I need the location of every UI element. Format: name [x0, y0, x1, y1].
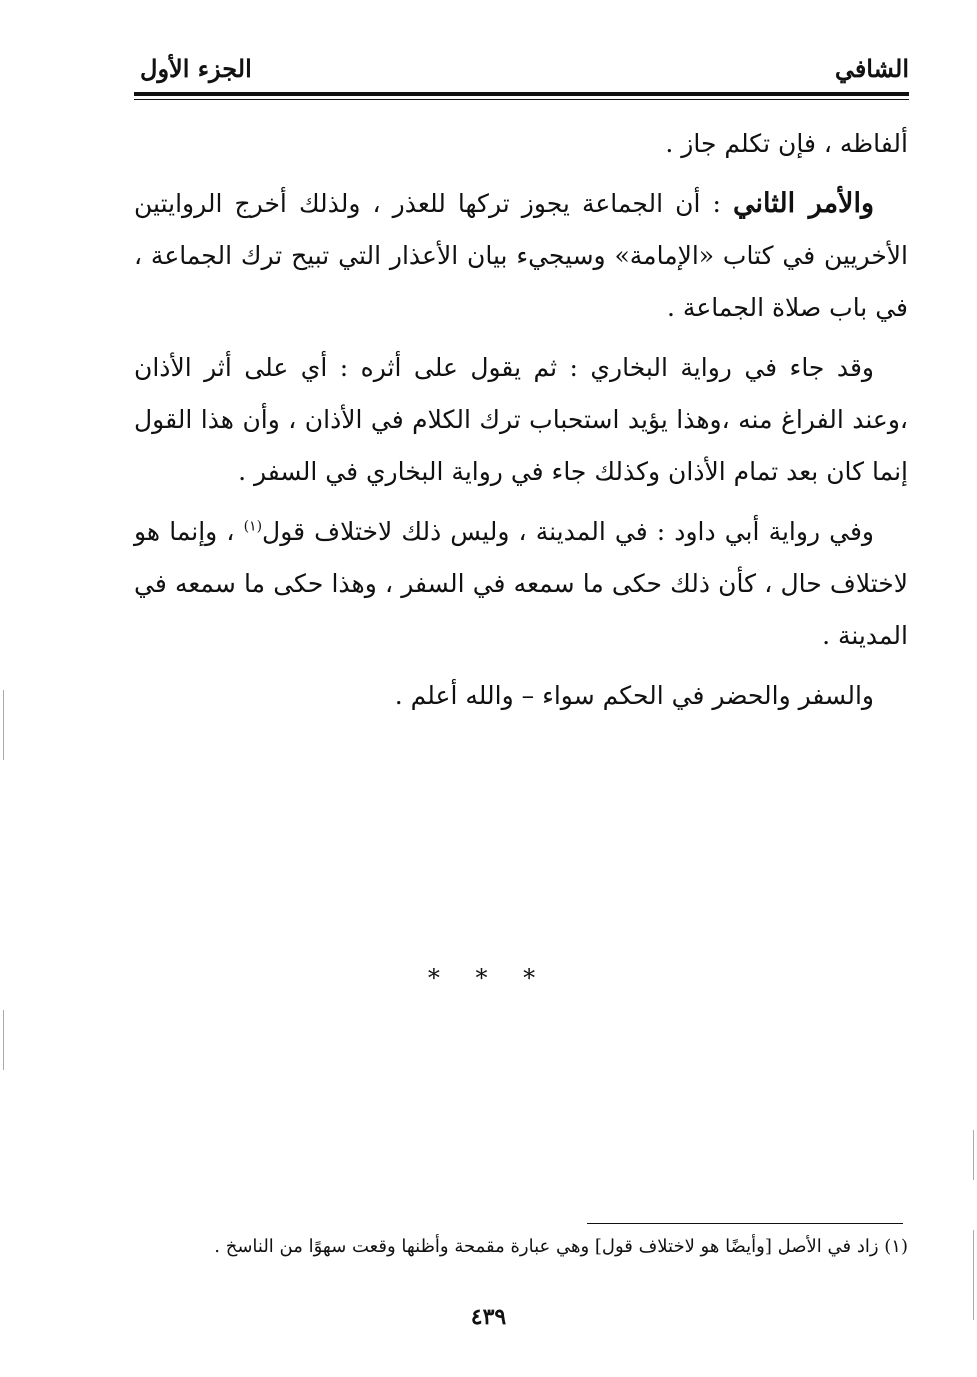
header-rule-thick [134, 92, 909, 96]
scan-edge-mark [3, 1010, 4, 1070]
section-separator: * * * [427, 964, 550, 992]
paragraph-4-text-start: وفي رواية أبي داود : في المدينة ، وليس ذلك لاختلاف قول [262, 517, 874, 546]
paragraph-4-text-end: ، وإنما هو لاختلاف حال ، كأن ذلك حكى ما سمعه في السفر ، وهذا حكى ما سمعه في المدينة . [134, 517, 908, 650]
header-rule-thin [134, 99, 909, 100]
paragraph-1: ألفاظه ، فإن تكلم جاز . [665, 129, 908, 158]
main-text [134, 118, 908, 730]
scan-edge-mark [3, 690, 4, 760]
footnote-ref[interactable]: (١) [243, 518, 263, 535]
paragraph-3: وقد جاء في رواية البخاري : ثم يقول على أثره : أي على أثر الأذان ،وعند الفراغ منه ،وهذا يؤيد استحباب ترك الكلام في الأذان ، وأن هذا القول إنما كان بعد تمام الأذان وكذلك جاء في رواية البخاري في السفر . [134, 353, 908, 486]
paragraph-5: والسفر والحضر في الحكم سواء – والله أعلم . [394, 681, 874, 710]
footnote: (١) زاد في الأصل [وأيضًا هو لاختلاف قول] وهي عبارة مقمحة وأظنها وقعت سهوًا من الناسخ . [214, 1236, 908, 1257]
bold-term: والأمر الثاني [733, 188, 874, 219]
paragraph-2-text: : أن الجماعة يجوز تركها للعذر ، ولذلك أخرج الروايتين الأخريين في كتاب «الإمامة» وسيجيء بيان الأعذار التي تبيح ترك الجماعة ، في باب صلاة الجماعة . [134, 189, 908, 322]
running-header [132, 40, 909, 88]
paragraph-2 [134, 178, 908, 334]
paragraph-4 [134, 506, 908, 662]
page-number: ٤٣٩ [470, 1304, 507, 1330]
scan-edge-mark [973, 1130, 974, 1180]
footnote-rule [587, 1223, 903, 1224]
book-title: الشافي [834, 54, 909, 83]
scan-edge-mark [973, 1230, 974, 1320]
volume-label: الجزء الأول [140, 54, 252, 83]
